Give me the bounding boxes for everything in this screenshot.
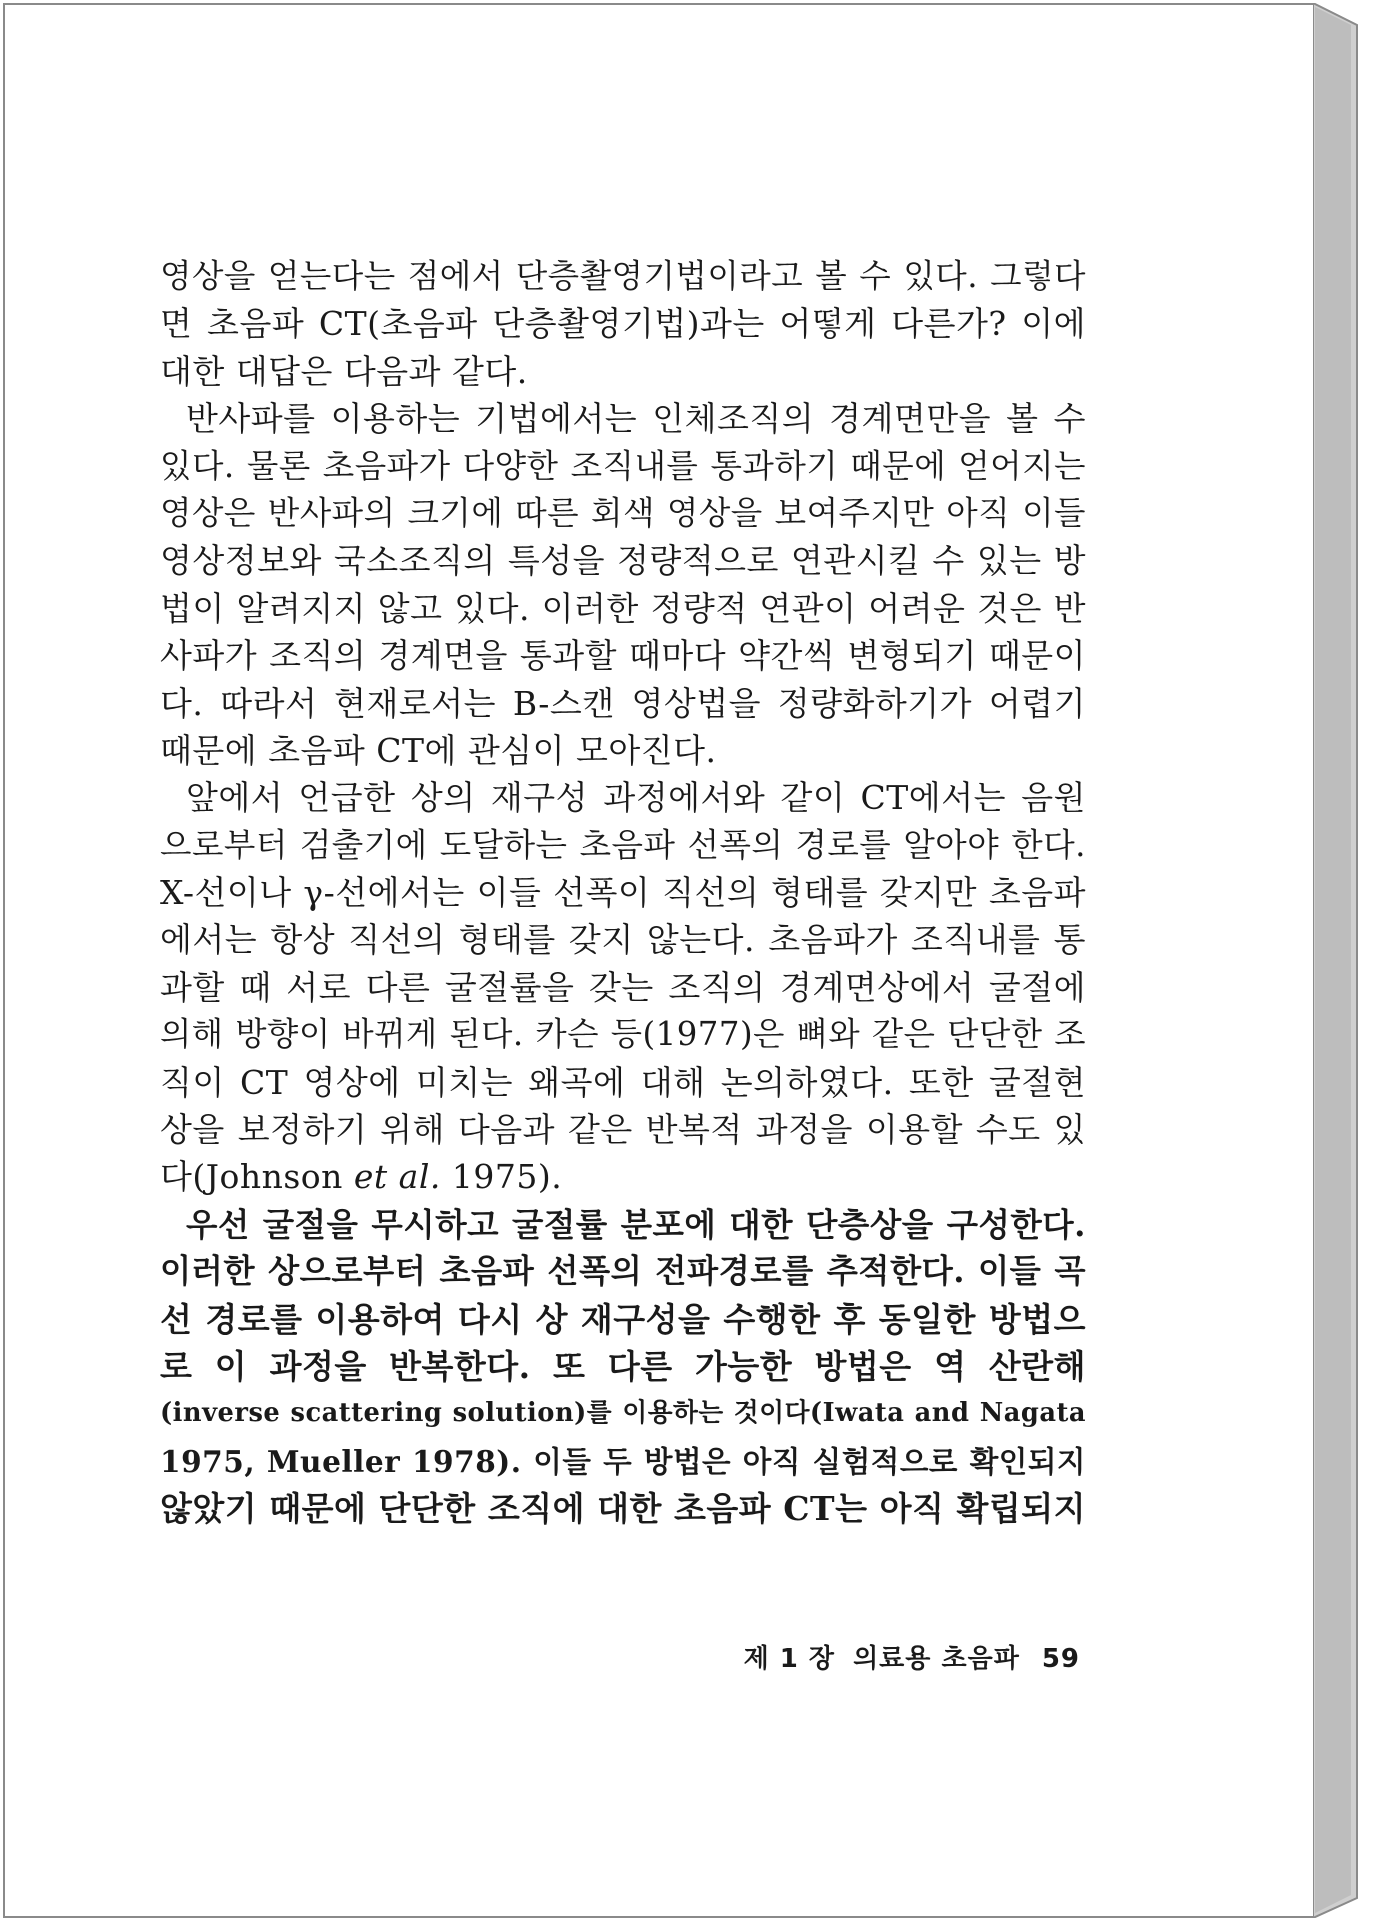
text-line: 선 경로를 이용하여 다시 상 재구성을 수행한 후 동일한 방법으 [160,1299,1086,1339]
text-line: 있다. 물론 초음파가 다양한 조직내를 통과하기 때문에 얻어지는 [160,446,1086,485]
text-line: 다. 따라서 현재로서는 B-스캔 영상법을 정량화하기가 어렵기 [160,683,1086,723]
text-line: 으로부터 검출기에 도달하는 초음파 선폭의 경로를 알아야 한다. [160,825,1086,864]
text-line: 에서는 항상 직선의 형태를 갖지 않는다. 초음파가 조직내를 통 [160,920,1086,960]
text-line: (inverse scattering solution)를 이용하는 것이다(Iwata and Nagata [160,1398,1086,1429]
footer-title: 의료용 초음파 [853,1644,1020,1674]
text-line: 영상은 반사파의 크기에 따른 회색 영상을 보여주지만 아직 이들 [160,493,1086,532]
text-line: 상을 보정하기 위해 다음과 같은 반복적 과정을 이용할 수도 있 [160,1110,1086,1150]
text-line: 로 이 과정을 반복한다. 또 다른 가능한 방법은 역 산란해 [160,1346,1086,1386]
citation-line [160,1153,1086,1200]
text-line: 직이 CT 영상에 미치는 왜곡에 대해 논의하였다. 또한 굴절현 [160,1062,1086,1102]
text-line: 우선 굴절을 무시하고 굴절률 분포에 대한 단층상을 구성한다. [186,1204,1086,1244]
text-line: 법이 알려지지 않고 있다. 이러한 정량적 연관이 어려운 것은 반 [160,588,1086,628]
text-line: 영상을 얻는다는 점에서 단층촬영기법이라고 볼 수 있다. 그렇다 [160,257,1086,295]
body-text [160,253,1086,1533]
page-edge-shape [1313,3,1373,1918]
text-line: 앞에서 언급한 상의 재구성 과정에서와 같이 CT에서는 음원 [186,778,1086,818]
text-line: 때문에 초음파 CT에 관심이 모아진다. [160,730,717,770]
text-line: X-선이나 γ-선에서는 이들 선폭이 직선의 형태를 갖지만 초음파 [160,873,1086,913]
text-line: 1975, Mueller 1978). 이들 두 방법은 아직 실험적으로 확인되지 [160,1443,1086,1479]
text-line: 사파가 조직의 경계면을 통과할 때마다 약간씩 변형되기 때문이 [160,636,1086,676]
page-number: 59 [1041,1644,1080,1674]
page-footer [720,1638,1080,1675]
citation-italic: et al. [353,1157,441,1197]
footer-chapter: 제 1 장 [743,1644,836,1674]
text-line: 대한 대답은 다음과 같다. [160,351,528,391]
text-line: 않았기 때문에 단단한 조직에 대한 초음파 CT는 아직 확립되지 [160,1489,1086,1529]
text-line: 과할 때 서로 다른 굴절률을 갖는 조직의 경계면상에서 굴절에 [160,967,1086,1007]
text-line: 이러한 상으로부터 초음파 선폭의 전파경로를 추적한다. 이들 곡 [160,1252,1086,1291]
citation-after: 1975). [440,1157,563,1197]
text-line: 반사파를 이용하는 기법에서는 인체조직의 경계면만을 볼 수 [186,399,1086,439]
text-line: 영상정보와 국소조직의 특성을 정량적으로 연관시킬 수 있는 방 [160,541,1086,581]
book-page-edge [1313,3,1373,1918]
text-line: 면 초음파 CT(초음파 단층촬영기법)과는 어떻게 다른가? 이에 [160,304,1086,344]
citation-before: 다(Johnson [160,1157,354,1197]
text-line: 의해 방향이 바뀌게 된다. 카슨 등(1977)은 뼈와 같은 단단한 조 [160,1015,1086,1054]
